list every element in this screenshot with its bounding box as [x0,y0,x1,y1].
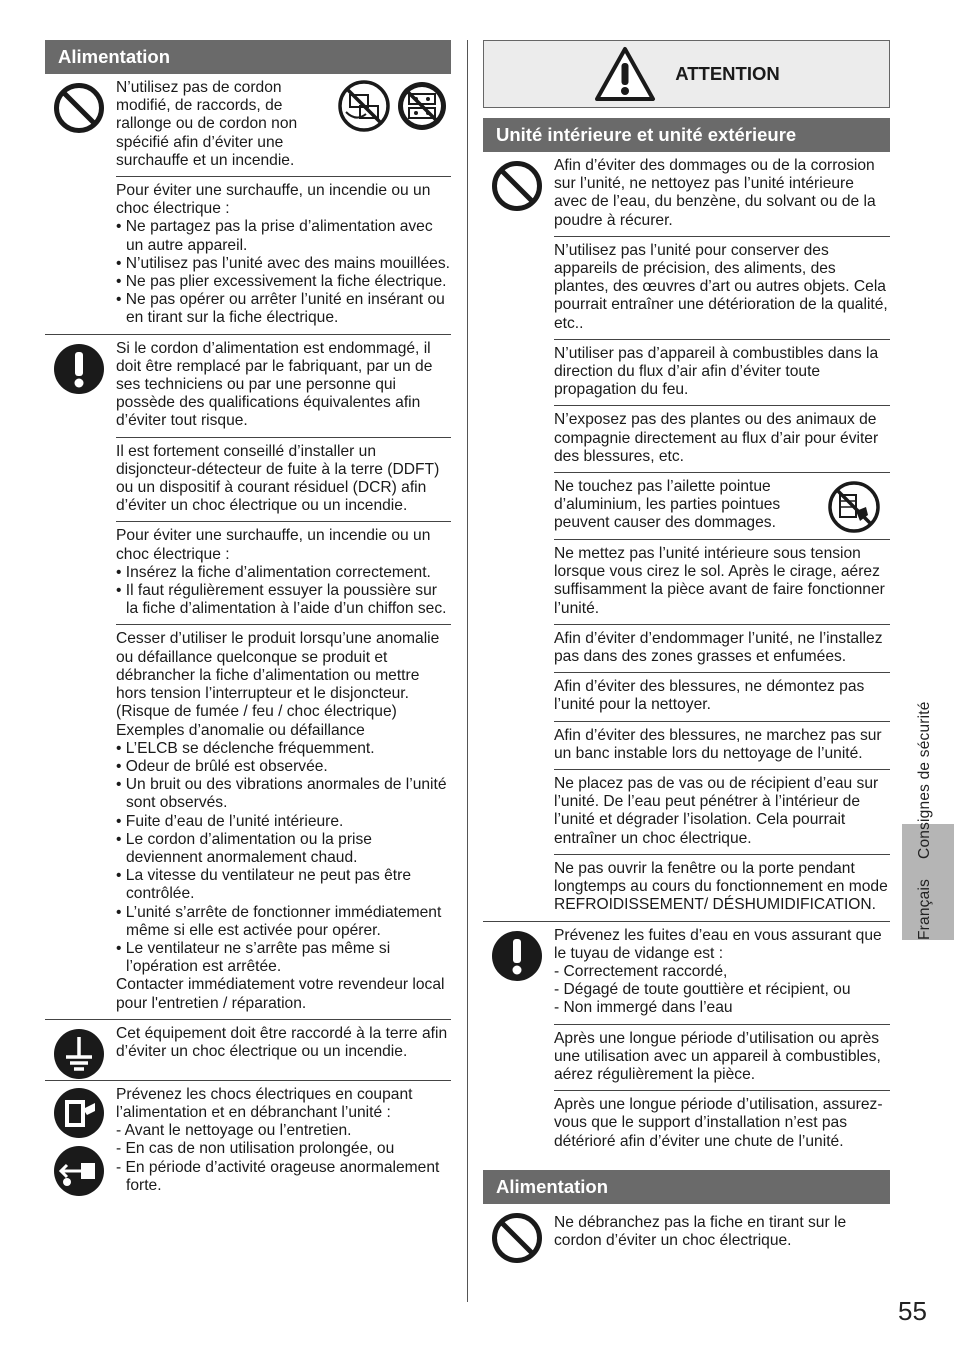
switch-off-breaker-icon [53,1087,105,1139]
dash-item: - Correctement raccordé, [554,962,728,980]
side-tab-text [916,701,934,940]
item-paragraph: Contacter immédiatement votre revendeur local pour l'entretien / réparation. [116,976,445,1012]
right-column [483,40,890,1264]
list-item [554,922,890,1024]
prohibition-icon [491,1212,543,1264]
list-item: Afin d’éviter des blessures, ne marchez pas sur un banc instable lors du nettoyage de l’unité. [554,721,890,769]
mandatory-instruction-icon [53,343,105,395]
list-item: Cet équipement doit être raccordé à la terre afin d’éviter un choc électrique ou un incendie. [116,1024,448,1060]
bullet: • Un bruit ou des vibrations anormales de l’unité sont observés. [116,776,447,812]
bullet: • Ne partagez pas la prise d’alimentation avec un autre appareil. [116,218,433,254]
column-divider [467,40,468,1302]
section-side-label: Consignes de sécurité [916,701,933,859]
no-touch-fin-icon [828,481,880,533]
bullet: • Ne pas opérer ou arrêter l’unité en insérant ou en tirant sur la fiche électrique. [116,291,445,327]
bullet: • Fuite d’eau de l’unité intérieure. [116,812,344,830]
list-item [116,176,451,334]
bullet: • La vitesse du ventilateur ne peut pas être contrôlée. [116,867,411,903]
item-intro: Prévenez les chocs électriques en coupant l’alimentation et en débranchant l’unité : [116,1085,413,1121]
list-item [554,472,890,539]
ground-connection-icon [53,1028,105,1080]
list-item [116,1081,451,1201]
unplug-icon [53,1145,105,1197]
item-paragraph: Exemples d’anomalie ou défaillance [116,721,365,739]
mandatory-instruction-icon [491,930,543,982]
mandatory-group-1 [45,334,451,1019]
section-header-alimentation-2: Alimentation [483,1170,890,1204]
list-item: Ne débranchez pas la fiche en tirant sur le cordon d’éviter un choc électrique. [554,1213,847,1249]
list-item: Afin d’éviter des dommages ou de la corrosion sur l’unité, ne nettoyez pas l’unité intérieure avec de l’eau, du benzène, du solvant ou de la poudre à récurer. [554,157,876,229]
item-paragraph: Cesser d’utiliser le produit lorsqu’une anomalie ou défaillance quelconque se produit et débrancher la fiche d’alimentation ou mettre hors tension l’interrupteur et le disjoncteur. [116,630,440,703]
dash-item: - Dégagé de toute gouttière et récipient, ou [554,981,851,999]
mandatory-group-2 [483,921,890,1157]
bullet: • Odeur de brûlé est observée. [116,757,328,775]
item-text: N’utilisez pas de cordon modifié, de raccords, de rallonge ou de cordon non spécifié afin d’éviter une surchauffe et un incendie. [116,79,298,169]
section-header-alimentation: Alimentation [45,40,451,74]
list-item: Afin d’éviter des blessures, ne démontez pas l’unité pour la nettoyer. [554,672,890,720]
list-item: Ne placez pas de vas ou de récipient d’eau sur l’unité. De l’eau peut pénétrer à l’intérieur de l’unité et dégrader l’isolation. Cela pourrait entraîner un choc électrique. [554,769,890,854]
no-extension-cord-icon [338,80,390,132]
left-column [45,40,451,1201]
attention-label: ATTENTION [675,63,780,84]
item-intro: Prévenez les fuites d’eau en vous assurant que le tuyau de vidange est : [554,926,882,962]
page-number: 55 [898,1296,927,1326]
prohibition-icon [53,82,105,134]
bullet: • Ne pas plier excessivement la fiche électrique. [116,273,447,291]
list-item: Ne mettez pas l’unité intérieure sous tension lorsque vous cirez le sol. Après le cirage, aérez suffisamment la pièce avant de faire fonctionner l’unité. [554,539,890,624]
list-item: Si le cordon d’alimentation est endommagé, il doit être remplacé par le fabriquant, par un de ses techniciens ou par une personne qui possède des qualifications équivalentes afin d’éviter tout risque. [116,339,433,430]
attention-banner [483,40,890,108]
bullet: • Il faut régulièrement essuyer la poussière sur la fiche d’alimentation à l’aide d’un chiffon sec. [116,582,447,618]
dash-item: - Non immergé dans l’eau [554,999,733,1017]
item-intro: Pour éviter une surchauffe, un incendie ou un choc électrique : [116,527,431,563]
list-item: Après une longue période d’utilisation ou après une utilisation avec un appareil à combustibles, aérez régulièrement la pièce. [554,1024,890,1091]
ground-group [45,1019,451,1080]
prohibition-group-1 [45,74,451,334]
section-header-units: Unité intérieure et unité extérieure [483,118,890,152]
prohibition-icon [491,160,543,212]
bullet: • N’utilisez pas l’unité avec des mains mouillées. [116,254,450,272]
unplug-group [45,1080,451,1201]
list-item: Ne pas ouvrir la fenêtre ou la porte pendant longtemps au cours du fonctionnement en mode REFROIDISSEMENT/ DÉSHUMIDIFICATION. [554,854,890,921]
list-item: N’utiliser pas d’appareil à combustibles dans la direction du flux d’air afin d’éviter toute propagation du feu. [554,339,890,406]
list-item: Après une longue période d’utilisation, assurez-vous que le support d’installation n’est pas détérioré afin d’éviter une chute de l’unité. [554,1090,890,1157]
dash-item: - En période d’activité orageuse anormalement forte. [116,1158,440,1194]
bullet: • L’ELCB se déclenche fréquemment. [116,739,375,757]
no-multi-plug-icon [396,80,448,132]
prohibition-group-2 [483,152,890,921]
bullet: • L’unité s’arrête de fonctionner immédiatement même si elle est activée pour opérer. [116,903,442,939]
prohibition-group-3 [483,1204,890,1264]
list-item [116,74,451,176]
list-item: Il est fortement conseillé d’installer un disjoncteur-détecteur de fuite à la terre (DDFT) ou un dispositif à courant résiduel (DCR) afin d’éviter un choc électrique ou un incendie. [116,437,451,522]
bullet: • Le ventilateur ne s’arrête pas même si l’opération est arrêtée. [116,939,391,976]
list-item [116,624,451,1018]
item-intro: Pour éviter une surchauffe, un incendie ou un choc électrique : [116,182,431,218]
dash-item: - Avant le nettoyage ou l’entretien. [116,1122,352,1140]
item-paragraph: (Risque de fumée / feu / choc électrique) [116,703,397,721]
list-item [116,521,451,624]
bullet: • Le cordon d’alimentation ou la prise deviennent anormalement chaud. [116,830,372,866]
language-tab-label: Français [916,878,933,940]
list-item: N’exposez pas des plantes ou des animaux de compagnie directement au flux d’air pour éviter des blessures, etc. [554,405,890,472]
dash-item: - En cas de non utilisation prolongée, ou [116,1140,395,1158]
list-item: Afin d’éviter d’endommager l’unité, ne l’installez pas dans des zones grasses et enfumées. [554,624,890,672]
list-item: N’utilisez pas l’unité pour conserver des appareils de précision, des aliments, des plantes, des œuvres d’art ou autres objets. Cela pourrait entraîner une détérioration de la qualité, etc.. [554,236,890,339]
warning-triangle-icon [593,45,657,103]
item-text: Ne touchez pas l’ailette pointue d’aluminium, les parties pointues peuvent causer des dommages. [554,478,781,532]
bullet: • Insérez la fiche d’alimentation correctement. [116,563,431,581]
